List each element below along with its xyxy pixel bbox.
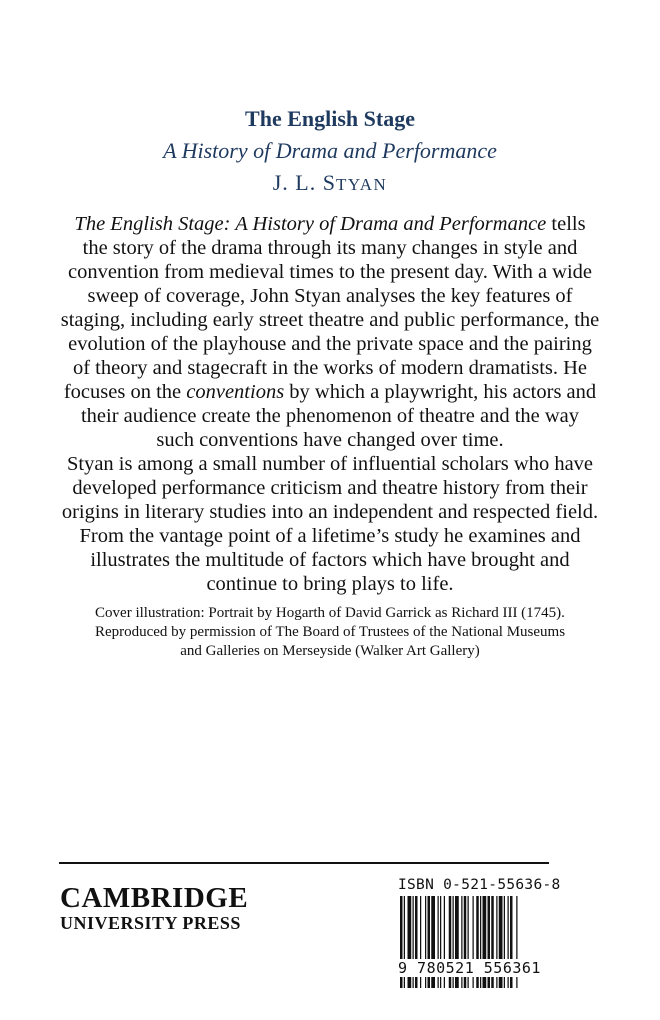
blurb-title-ref: The English Stage: A History of Drama and Performance	[74, 213, 547, 235]
author-initials: J. L. S	[272, 170, 336, 195]
divider-rule	[59, 862, 549, 864]
blurb-paragraph-1	[60, 212, 600, 452]
blurb-emphasis: conventions	[186, 381, 285, 403]
book-subtitle: A History of Drama and Performance	[163, 138, 497, 163]
blurb-paragraph-2: Styan is among a small number of influential scholars who have developed performance criticism and theatre history from their origins in literary studies into an independent and respected field. From the vantage point of a lifetime’s study he examines and illustrates the multitude of factors which have brought and continue to bring plays to life.	[61, 453, 599, 595]
blurb-text-a: tells the story of the drama through its many changes in style and convention from medieval times to the present day. With a wide sweep of coverage, John Styan analyses the key features of staging, including early street theatre and public performance, the evolution of the playhouse and the private space and the pairing of theory and stagecraft in the works of modern dramatists. He focuses on the	[60, 213, 600, 403]
publisher-logo-press: UNIVERSITY PRESS	[60, 913, 241, 933]
publisher-logo-cambridge: CAMBRIDGE	[60, 882, 249, 914]
credit-line-1: Cover illustration: Portrait by Hogarth of David Garrick as Richard III (1745).	[95, 605, 565, 621]
isbn-label: ISBN 0-521-55636-8	[398, 877, 561, 893]
blurb	[60, 212, 600, 596]
barcode-digits: 9 780521 556361	[398, 959, 541, 977]
credit-line-2: Reproduced by permission of The Board of Trustees of the National Museums	[94, 624, 566, 640]
author-rest: TYAN	[335, 175, 388, 194]
book-title: The English Stage	[245, 106, 415, 131]
book-author	[0, 170, 660, 196]
cover-credit	[40, 604, 620, 661]
blurb-text-b: by which a playwright, his actors and their audience create the phenomenon of theatre and the way such conventions have changed over time.	[80, 381, 597, 451]
credit-line-3: and Galleries on Merseyside (Walker Art Gallery)	[180, 643, 480, 659]
